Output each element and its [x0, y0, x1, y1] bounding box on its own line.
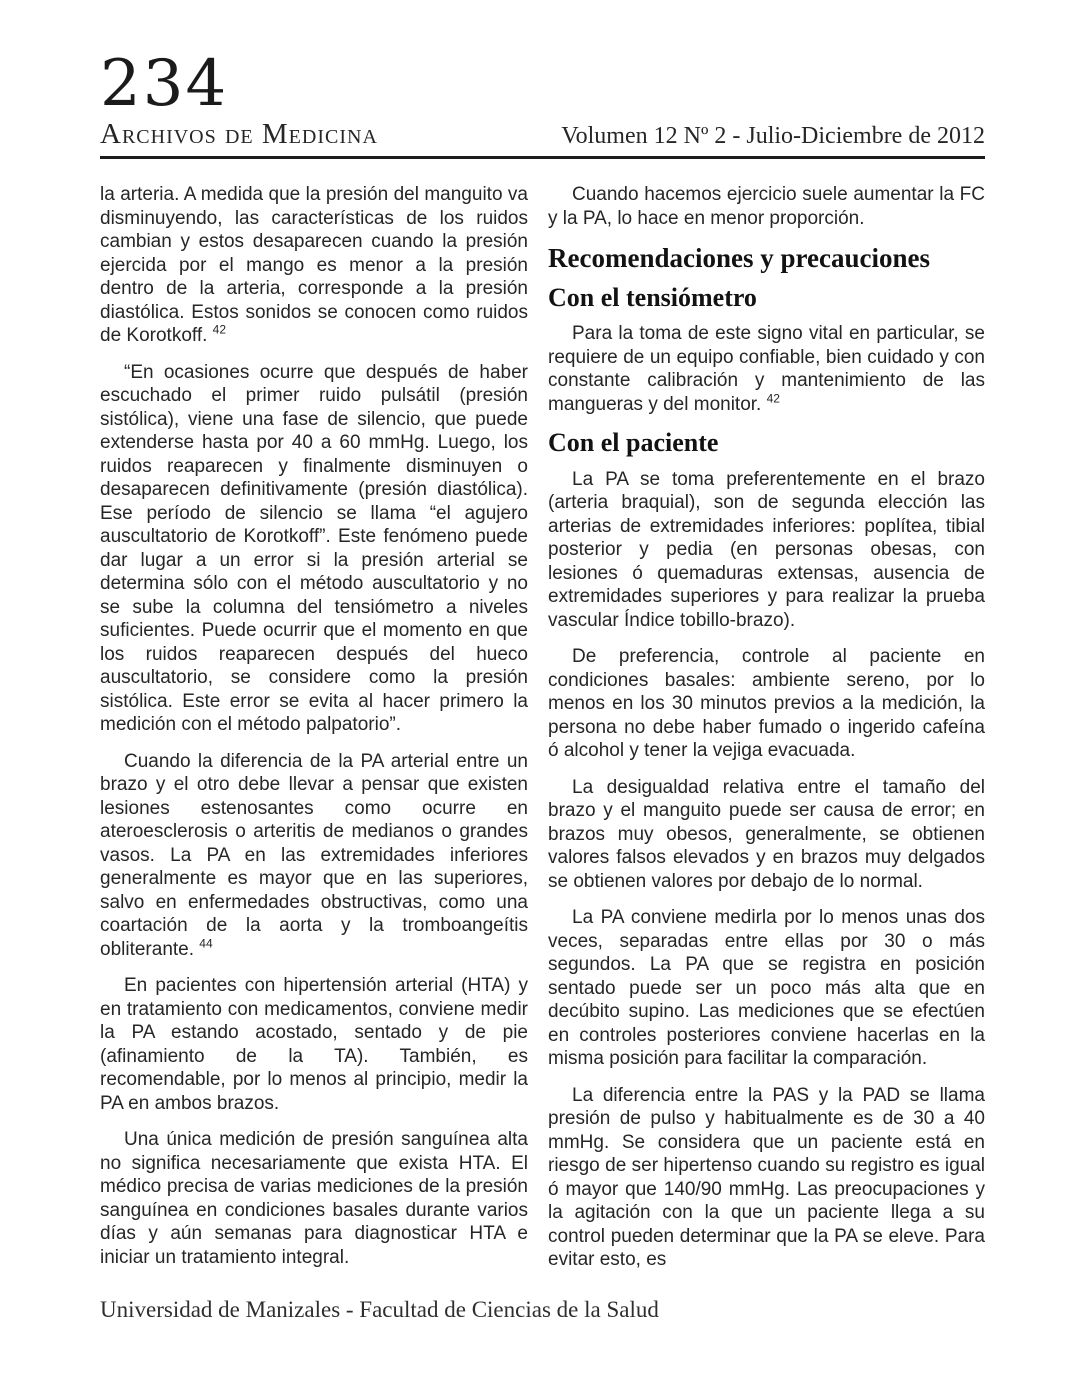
section-heading: Recomendaciones y precauciones — [548, 243, 930, 273]
page-number: 234 — [100, 47, 229, 121]
page-header — [100, 118, 985, 159]
issue-info: Volumen 12 Nº 2 - Julio-Diciembre de 2012 — [561, 123, 985, 149]
paragraph: De preferencia, controle al paciente en condiciones basales: ambiente sereno, por lo menos en los 30 minutos previos a la medición, la persona no debe haber fumado o ingerido cafeína ó alcohol y tener la vejiga evacuada. — [548, 646, 985, 762]
paragraph: Cuando la diferencia de la PA arterial entre un brazo y el otro debe llevar a pensar que existen lesiones estenosantes como ocurre en ateroesclerosis o arteritis de medianos o grandes vasos. La PA en las extremidades inferiores generalmente es mayor que en las superiores, salvo en enfermedades obstructivas, como una coartación de la aorta y la tromboangeítis obliterante. $^{44}$ — [100, 750, 528, 960]
paragraph: Para la toma de este signo vital en particular, se requiere de un equipo confiable, bien cuidado y con constante calibración y mantenimiento de las mangueras y del monitor. $^{42}$ — [548, 323, 985, 415]
paragraph: la arteria. A medida que la presión del manguito va disminuyendo, las características de los ruidos cambian y estos desaparecen cuando la presión ejercida por el mango es menor a la presión dentro de la arteria, corresponde a la presión diastólica. Estos sonidos se conocen como ruidos de Korotkoff. $^{42}$ — [100, 184, 528, 346]
two-column-body — [100, 183, 985, 1285]
page-content — [100, 47, 985, 1285]
paragraph: Una única medición de presión sanguínea alta no significa necesariamente que exista HTA. El médico precisa de varias mediciones de la presión sanguínea en condiciones basales durante varios días y aún semanas para diagnosticar HTA e iniciar un tratamiento integral. — [100, 1129, 528, 1268]
paragraph: La diferencia entre la PAS y la PAD se llama presión de pulso y habitualmente es de 30 a 40 mmHg. Se considera que un paciente está en riesgo de ser hipertenso cuando su registro es igual ó mayor que 140/90 mmHg. Las preocupaciones y la agitación con la que un paciente llega a su control pueden determinar que la PA se eleve. Para evitar esto, es — [548, 1084, 985, 1271]
paragraph: La desigualdad relativa entre el tamaño del brazo y el manguito puede ser causa de error; en brazos muy obesos, generalmente, se obtienen valores falsos elevados y en brazos muy delgados se obtienen valores por debajo de lo normal. — [548, 776, 985, 892]
paragraph: La PA conviene medirla por lo menos unas dos veces, separadas entre ellas por 30 o más segundos. La PA que se registra en posición sentado puede ser un poco más alta que en decúbito supino. Las mediciones que se efectúen en controles posteriores conviene hacerlas en la misma posición para facilitar la comparación. — [548, 907, 985, 1070]
left-column — [100, 183, 528, 1285]
paragraph: En pacientes con hipertensión arterial (HTA) y en tratamiento con medicamentos, conviene medir la PA estando acostado, sentado y de pie (afinamiento de la TA). También, es recomendable, por lo menos al principio, medir la PA en ambos brazos. — [100, 975, 528, 1114]
reference-superscript: 44 — [199, 936, 213, 951]
paragraph: Cuando hacemos ejercicio suele aumentar la FC y la PA, lo hace en menor proporción. — [548, 184, 985, 229]
reference-superscript: 42 — [766, 391, 780, 406]
paragraph: La PA se toma preferentemente en el brazo (arteria braquial), son de segunda elección las arterias de extremidades inferiores: poplítea, tibial posterior y pedia (en personas obesas, con lesiones ó quemaduras extensas, ausencia de extremidades superiores y para realizar la prueba vascular Índice tobillo-brazo). — [548, 468, 985, 631]
right-column — [548, 183, 985, 1285]
paragraph: “En ocasiones ocurre que después de haber escuchado el primer ruido pulsátil (presión sistólica), viene una fase de silencio, que puede extenderse hasta por 40 a 60 mmHg. Luego, los ruidos reaparecen y finalmente disminuyen o desaparecen definitivamente (presión diastólica). Ese período de silencio se llama “el agujero auscultatorio de Korotkoff”. Este fenómeno puede dar lugar a un error si la presión arterial se determina sólo con el método auscultatorio y no se sube la columna del tensiómetro a niveles suficientes. Puede ocurrir que el momento en que los ruidos reaparecen después del hueco auscultatorio, se considere como la presión sistólica. Este error se evita al hacer primero la medición con el método palpatorio”. — [100, 361, 528, 735]
subsection-heading: Con el tensiómetro — [548, 282, 757, 312]
subsection-heading: Con el paciente — [548, 428, 719, 458]
page-footer: Universidad de Manizales - Facultad de Ciencias de la Salud — [100, 1297, 659, 1322]
journal-name: Archivos de Medicina — [100, 118, 378, 150]
reference-superscript: 42 — [212, 322, 227, 337]
